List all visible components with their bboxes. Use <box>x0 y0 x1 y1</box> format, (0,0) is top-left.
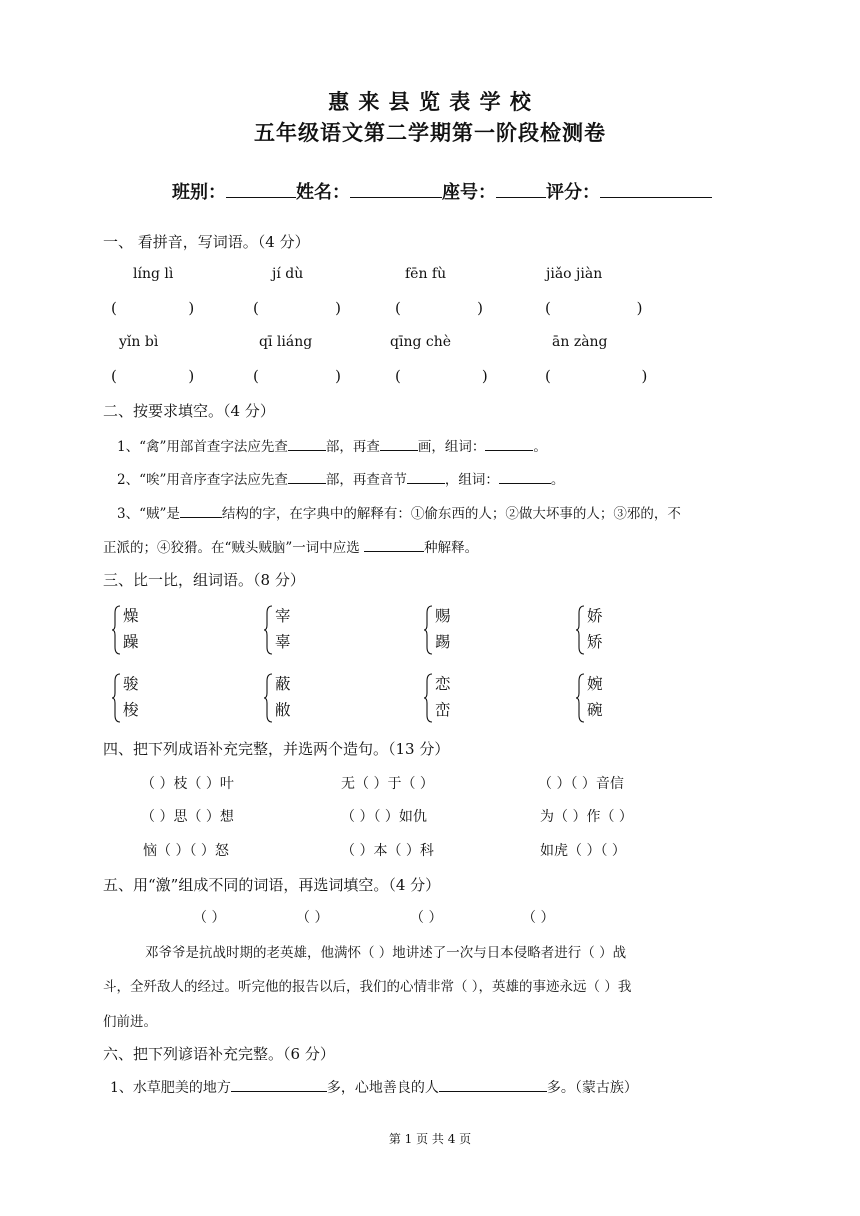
brace-icon <box>112 673 122 723</box>
word-blank[interactable]: （ ） <box>522 910 555 926</box>
score-blank[interactable] <box>600 183 712 198</box>
s5-paragraph-line3: 们前进。 <box>103 1014 157 1030</box>
answer-blank[interactable]: ( ) <box>253 299 341 317</box>
pinyin-6: qī liáng <box>259 334 313 350</box>
section3-title: 三、比一比，组词语。（8 分） <box>103 571 305 589</box>
idiom[interactable]: 如虎（ ）（ ） <box>540 843 626 859</box>
fill-blank[interactable] <box>288 469 326 484</box>
section2-title: 二、按要求填空。（4 分） <box>103 402 275 420</box>
answer-blank[interactable]: ( ) <box>111 367 195 385</box>
s6-question-1: 1、水草肥美的地方 多，心地善良的人 多。（蒙古族） <box>110 1077 638 1097</box>
answer-blank[interactable]: ( ) <box>545 299 643 317</box>
fill-blank[interactable] <box>180 503 222 518</box>
brace-icon <box>576 605 586 655</box>
s5-paragraph-line1: 邓爷爷是抗战时期的老英雄，他满怀（ ）地讲述了一次与日本侵略者进行（ ）战 <box>145 945 627 961</box>
fill-blank[interactable] <box>288 436 326 451</box>
section6-title: 六、把下列谚语补充完整。（6 分） <box>103 1045 335 1063</box>
word-blank[interactable]: （ ） <box>410 910 443 926</box>
fill-blank[interactable] <box>231 1077 327 1092</box>
name-blank[interactable] <box>350 183 442 198</box>
class-blank[interactable] <box>226 183 296 198</box>
idiom[interactable]: （ ）本（ ）科 <box>341 843 434 859</box>
s2-question-3: 3、“贼”是 结构的字，在字典中的解释有：①偷东西的人；②做大坏事的人；③邪的，不 <box>117 502 681 522</box>
brace-icon <box>424 605 434 655</box>
info-line <box>172 178 712 204</box>
school-name: 惠 来 县 览 表 学 校 <box>328 90 532 114</box>
brace-icon <box>112 605 122 655</box>
pinyin-4: jiǎo jiàn <box>546 266 603 282</box>
answer-blank[interactable]: ( ) <box>395 299 483 317</box>
answer-blank[interactable]: ( ) <box>253 367 341 385</box>
idiom[interactable]: 为（ ）作（ ） <box>540 809 633 825</box>
word-blank[interactable]: （ ） <box>193 910 226 926</box>
idiom[interactable]: （ ）（ ）音信 <box>538 776 624 792</box>
name-label: 姓名： <box>296 182 350 203</box>
fill-blank[interactable] <box>439 1077 547 1092</box>
idiom[interactable]: （ ）枝（ ）叶 <box>141 776 234 792</box>
section5-title: 五、用“激”组成不同的词语，再选词填空。（4 分） <box>103 876 441 894</box>
section4-title: 四、把下列成语补充完整，并选两个造句。（13 分） <box>103 740 450 758</box>
pinyin-3: fēn fù <box>405 266 447 282</box>
idiom[interactable]: 恼（ ）（ ）怒 <box>143 843 229 859</box>
s2-question-3-cont: 正派的；④狡猾。在“贼头贼脑”一词中应选 种解释。 <box>103 536 478 556</box>
pinyin-1: líng lì <box>133 266 174 282</box>
exam-title: 五年级语文第二学期第一阶段检测卷 <box>254 121 606 145</box>
idiom[interactable]: （ ）思（ ）想 <box>141 809 234 825</box>
fill-blank[interactable] <box>380 436 418 451</box>
pinyin-7: qīng chè <box>390 334 452 350</box>
score-label: 评分： <box>546 182 600 203</box>
answer-blank[interactable]: ( ) <box>545 367 648 385</box>
s2-question-2: 2、“唉”用音序查字法应先查 部，再查音节 ，组词： 。 <box>117 468 564 488</box>
brace-icon <box>264 605 274 655</box>
class-label: 班别： <box>172 182 226 203</box>
brace-icon <box>264 673 274 723</box>
s2-question-1: 1、“禽”用部首查字法应先查 部，再查 画，组词： 。 <box>117 435 547 455</box>
pinyin-8: ān zàng <box>552 334 608 350</box>
fill-blank[interactable] <box>364 537 424 552</box>
brace-icon <box>424 673 434 723</box>
fill-blank[interactable] <box>485 436 533 451</box>
pinyin-5: yǐn bì <box>119 334 159 350</box>
page-footer: 第 1 页 共 4 页 <box>388 1132 472 1146</box>
answer-blank[interactable]: ( ) <box>395 367 488 385</box>
fill-blank[interactable] <box>499 469 551 484</box>
idiom[interactable]: （ ）（ ）如仇 <box>341 809 427 825</box>
word-blank[interactable]: （ ） <box>296 910 329 926</box>
idiom[interactable]: 无（ ）于（ ） <box>341 776 434 792</box>
fill-blank[interactable] <box>407 469 445 484</box>
section1-title: 一、 看拼音，写词语。（4 分） <box>103 233 310 251</box>
pinyin-2: jí dù <box>272 266 304 282</box>
seat-label: 座号： <box>442 182 496 203</box>
answer-blank[interactable]: ( ) <box>111 299 195 317</box>
s5-paragraph-line2: 斗，全歼敌人的经过。听完他的报告以后，我们的心情非常（ ），英雄的事迹永远（ ）我 <box>103 979 632 995</box>
brace-icon <box>576 673 586 723</box>
seat-blank[interactable] <box>496 183 546 198</box>
